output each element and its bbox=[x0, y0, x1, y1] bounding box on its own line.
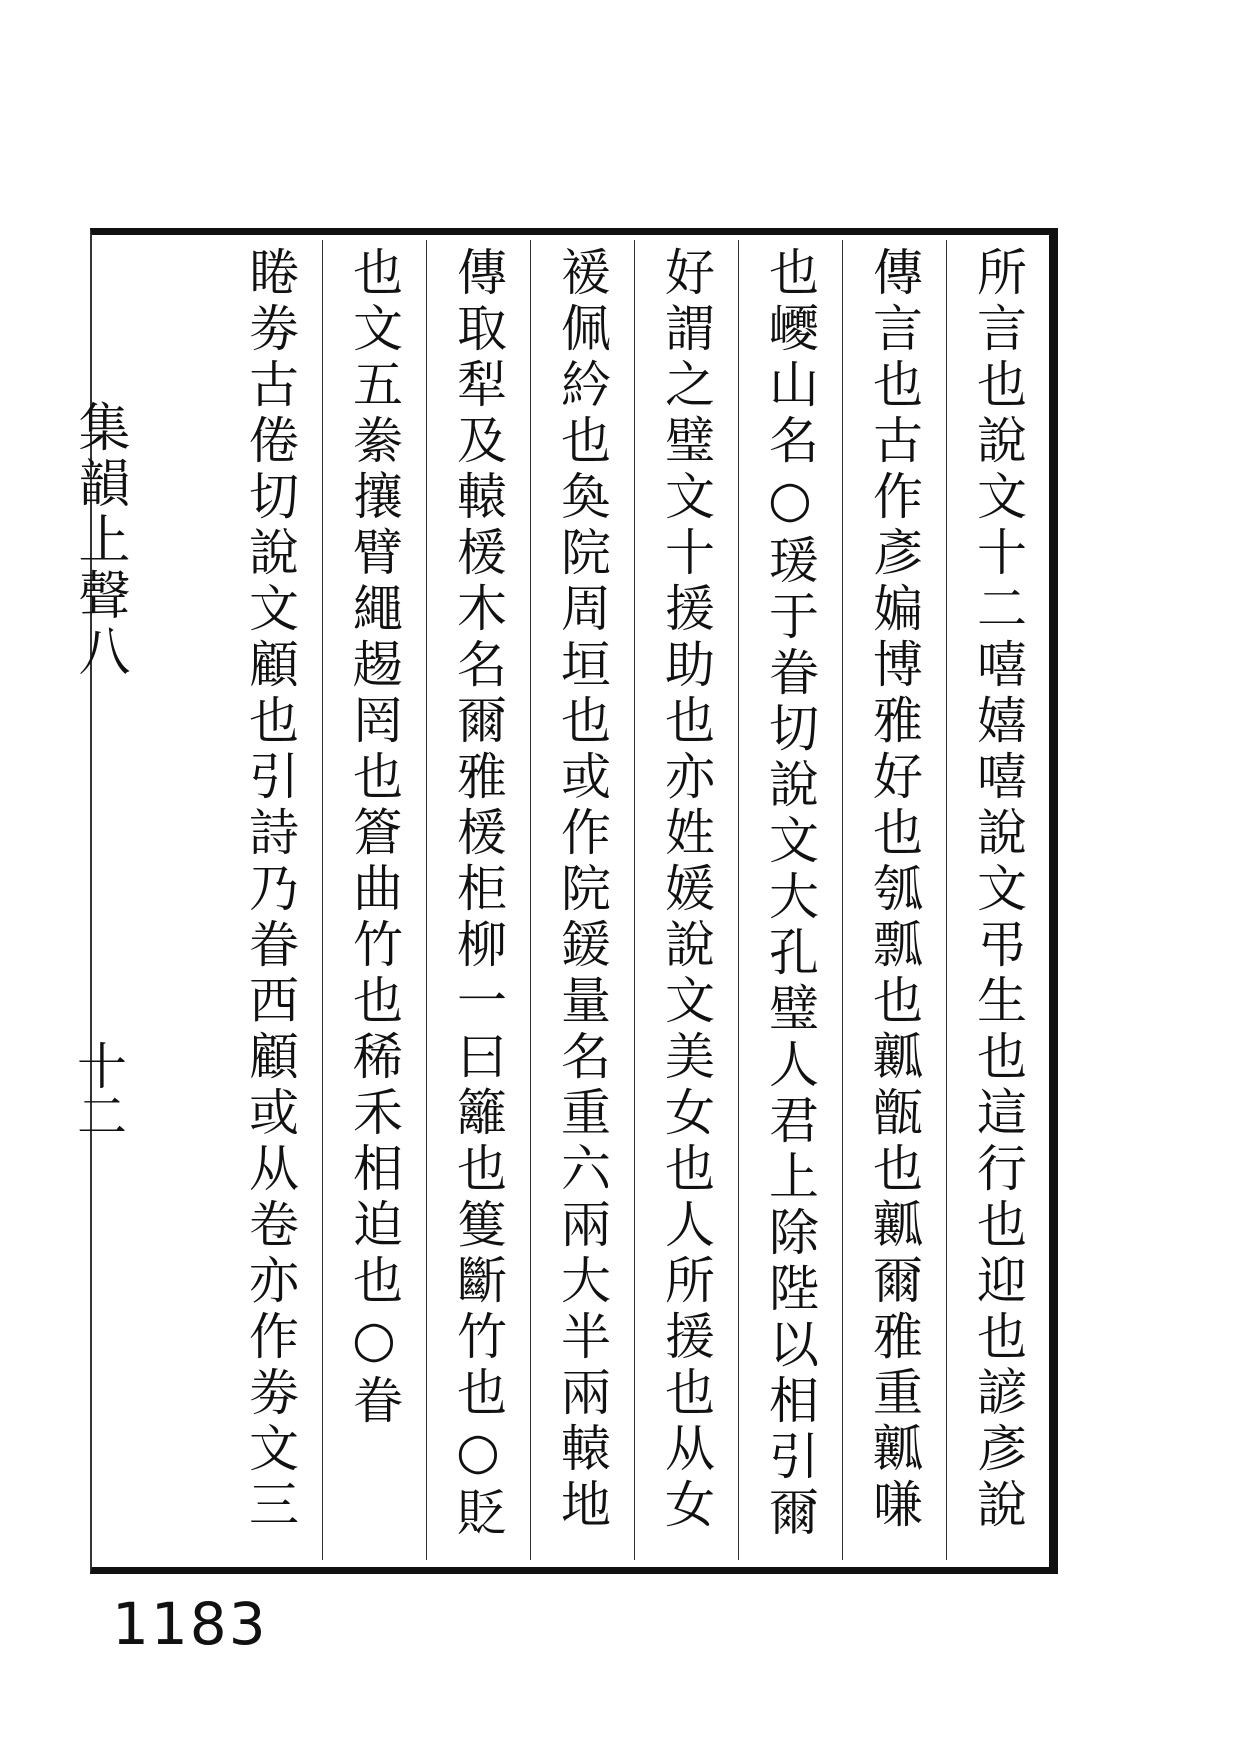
page-number: 1183 bbox=[112, 1590, 268, 1658]
column-text: 所言也說文十二嘻嬉嘻說文弔生也這行也迎也諺彥說 bbox=[969, 246, 1027, 1534]
text-column bbox=[842, 240, 946, 1560]
text-columns bbox=[110, 240, 1050, 1560]
column-text: 褑佩紟也奐院周垣也或作院鍰量名重六兩大半兩轅地 bbox=[553, 246, 611, 1534]
column-text: 好謂之璧文十援助也亦姓媛說文美女也人所援也从女 bbox=[657, 246, 715, 1534]
text-column bbox=[322, 240, 426, 1560]
text-column bbox=[738, 240, 842, 1560]
text-column bbox=[530, 240, 634, 1560]
text-column bbox=[218, 240, 322, 1560]
text-column bbox=[634, 240, 738, 1560]
text-column bbox=[946, 240, 1050, 1560]
margin-title: 集韻上聲八 bbox=[69, 400, 129, 680]
margin-page-number: 十二 bbox=[69, 1040, 127, 1140]
text-column bbox=[426, 240, 530, 1560]
column-text: 也巎山名○瑗于眷切說文大孔璧人君上除陛以相引爾 bbox=[761, 246, 819, 1542]
column-text: 睠劵古倦切說文顧也引詩乃眷西顧或从卷亦作劵文三 bbox=[241, 246, 299, 1534]
column-text: 傳取犁及轅楥木名爾雅楥柜柳一曰籬也篗斷竹也○貶 bbox=[449, 246, 507, 1542]
column-text: 也文五絭攘臂繩䞶罔也篬曲竹也稀禾相迫也○眷 bbox=[345, 246, 403, 1430]
column-text: 傳言也古作彥媥博雅好也瓠瓢也瓤甑也瓤爾雅重瓤嗛 bbox=[865, 246, 923, 1534]
